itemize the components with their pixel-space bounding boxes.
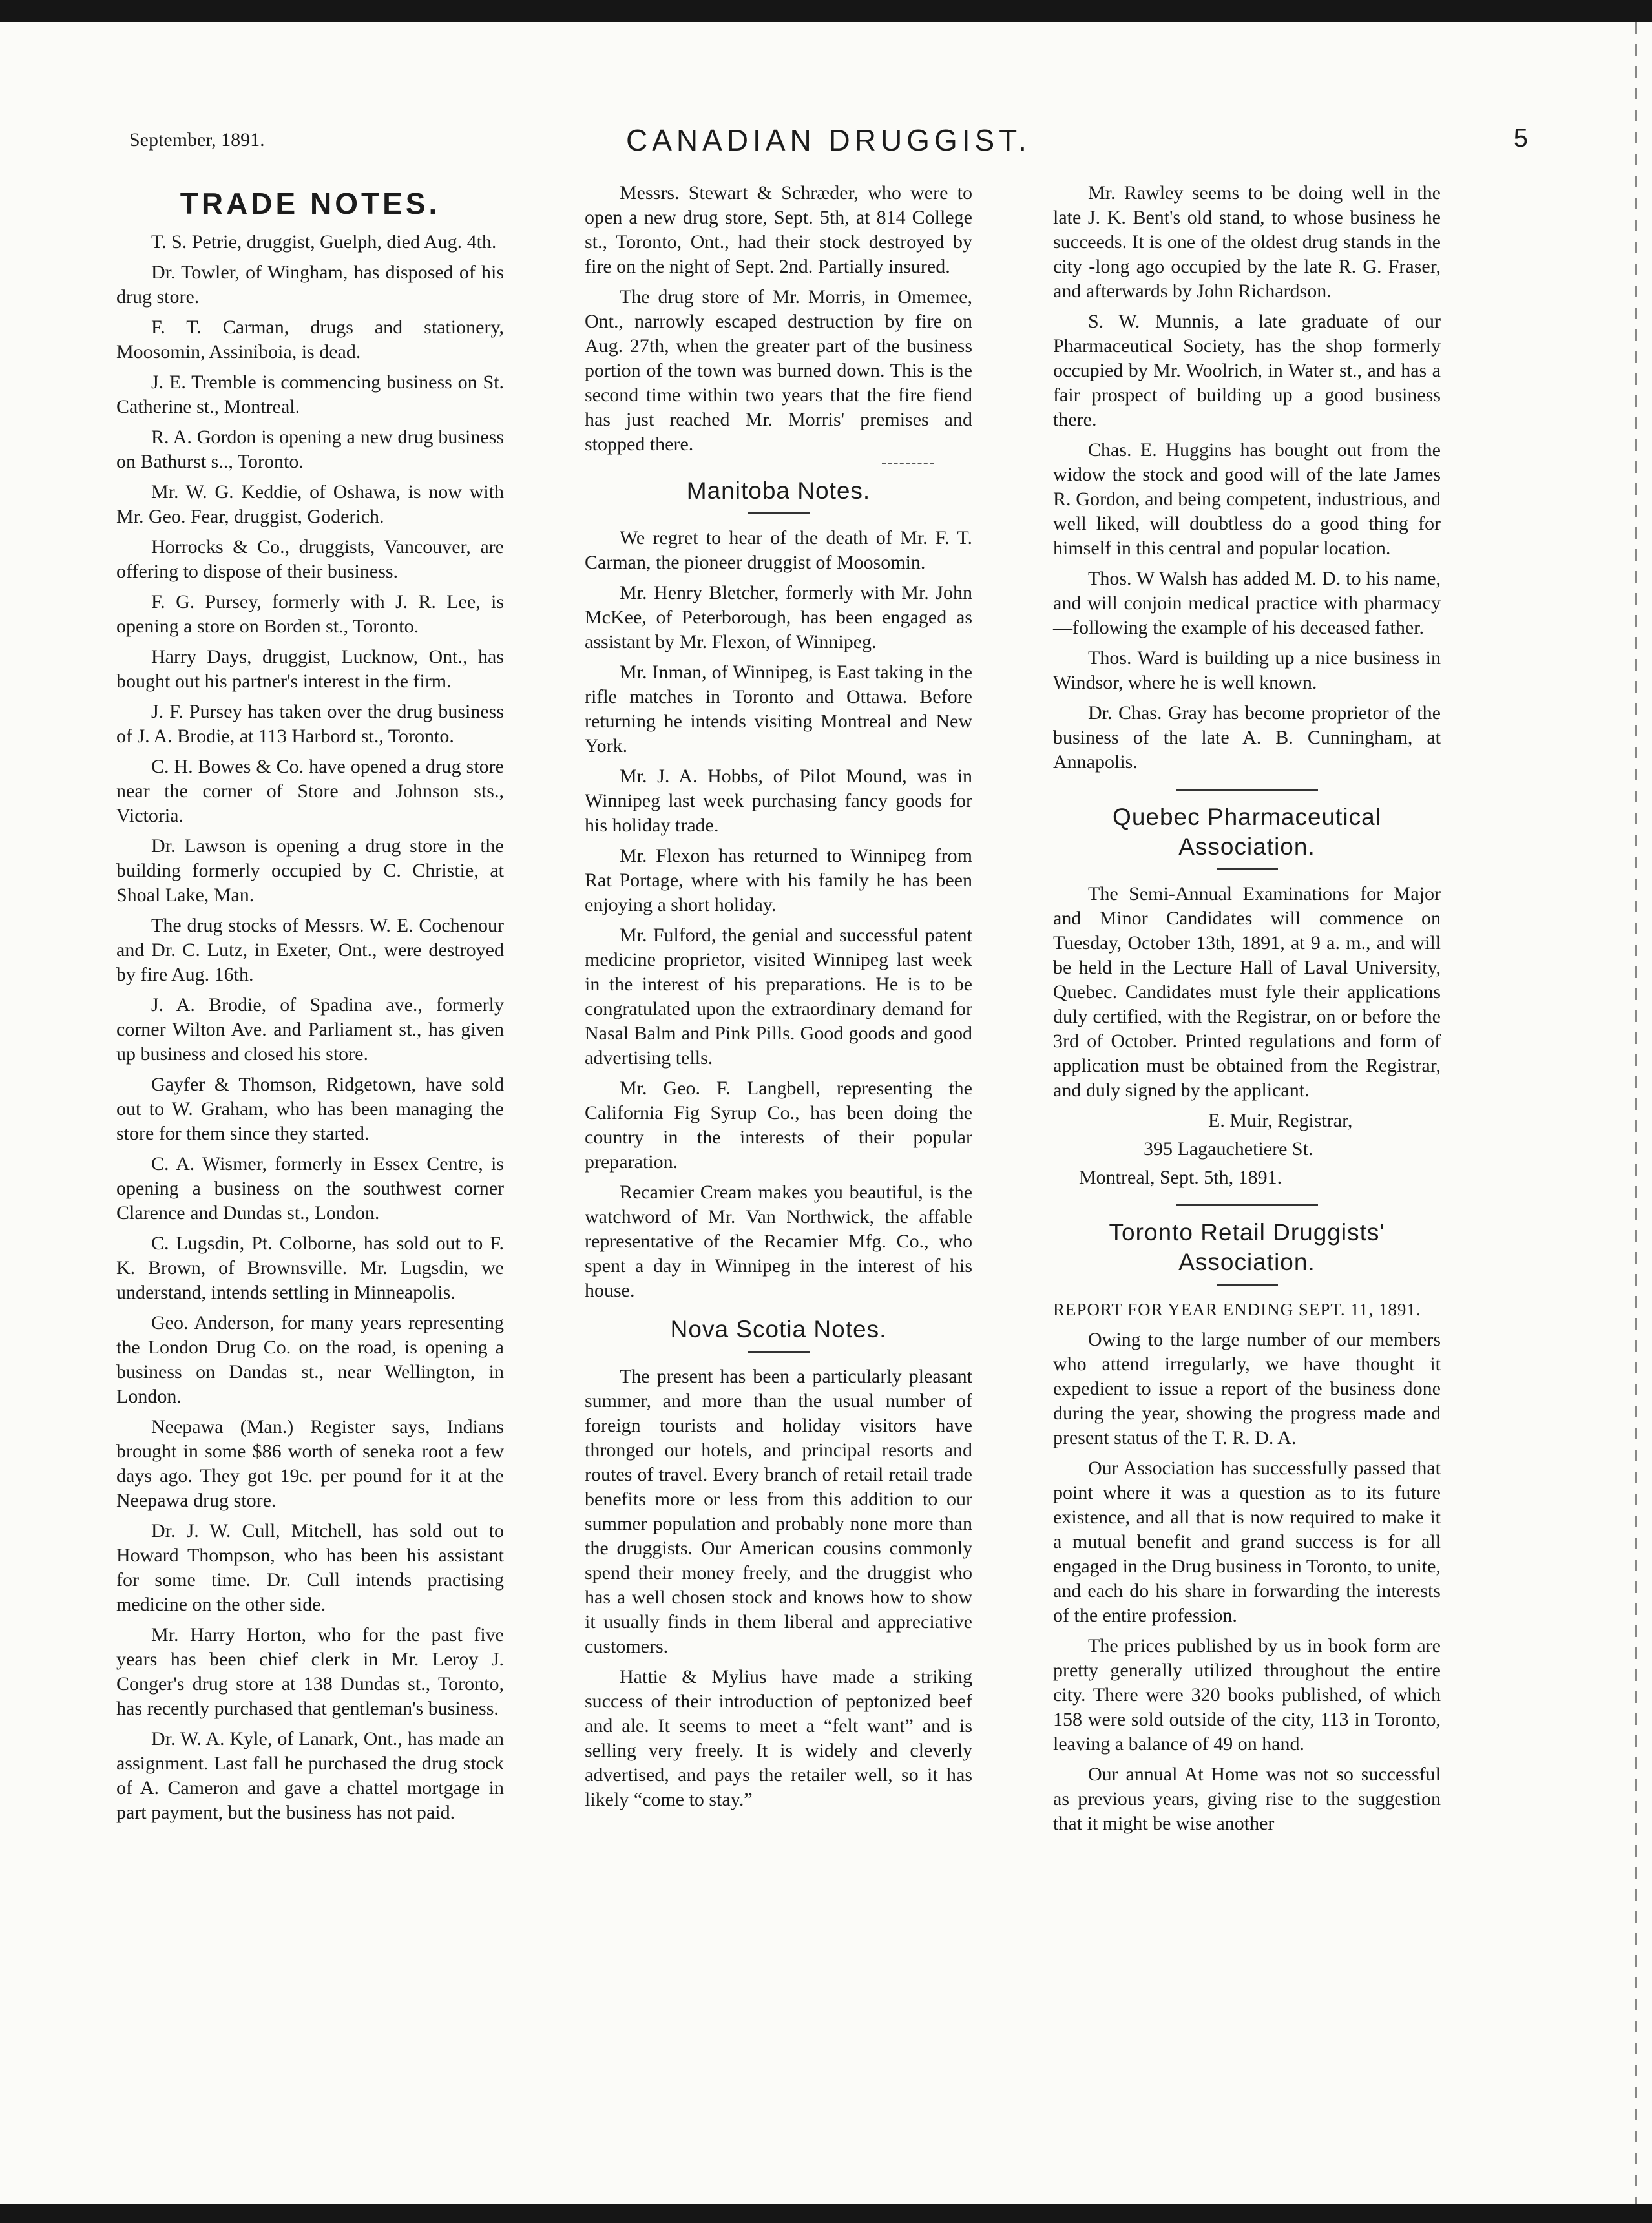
paragraph: C. A. Wismer, formerly in Essex Centre, is opening a business on the southwest corner Clarence and Dundas st., London. bbox=[116, 1153, 504, 1224]
paragraph: Gayfer & Thomson, Ridgetown, have sold out to W. Graham, who has been managing the store for them since they started. bbox=[116, 1074, 504, 1144]
paragraph: Horrocks & Co., druggists, Vancouver, are offering to dispose of their business. bbox=[116, 536, 504, 582]
registrar-signature: E. Muir, Registrar, bbox=[1208, 1110, 1353, 1131]
paragraph: Mr. W. G. Keddie, of Oshawa, is now with Mr. Geo. Fear, druggist, Goderich. bbox=[116, 481, 504, 527]
fire-notes-body bbox=[585, 181, 972, 457]
paragraph: Mr. Rawley seems to be doing well in the late J. K. Bent's old stand, to whose business he succeeds. It is one of the oldest drug stands in the city -long ago occupied by the late R. G. Fraser, and afterwards by John Richardson. bbox=[1053, 182, 1441, 302]
quebec-exam-notice: The Semi-Annual Examinations for Major and Minor Candidates will commence on Tuesday, October 13th, 1891, at 9 a. m., and will be held in the Lecture Hall of Laval University, Quebec. Candidates must fyle their applications duly certified, with the Registrar, on or before the 3rd of October. Printed regulations and form of application must be obtained from the Registrar, and duly signed by the applicant. bbox=[1053, 883, 1441, 1101]
nova-scotia-notes-heading: Nova Scotia Notes. bbox=[670, 1316, 887, 1342]
quebec-association-heading: Quebec Pharmaceutical Association. bbox=[1113, 804, 1381, 860]
publication-title: CANADIAN DRUGGIST. bbox=[626, 123, 1031, 157]
trade-notes-heading: TRADE NOTES. bbox=[180, 187, 441, 220]
paragraph: C. Lugsdin, Pt. Colborne, has sold out to F. K. Brown, of Brownsville. Mr. Lugsdin, we understand, intends settling in Minneapolis. bbox=[116, 1233, 504, 1303]
local-notes-body bbox=[1053, 181, 1441, 775]
paragraph: S. W. Munnis, a late graduate of our Pharmaceutical Society, has the shop formerly occupied by Mr. Woolrich, in Water st., and has a fair prospect of building up a good business there. bbox=[1053, 311, 1441, 430]
heading-rule bbox=[1217, 1284, 1278, 1286]
paragraph: R. A. Gordon is opening a new drug business on Bathurst s.., Toronto. bbox=[116, 426, 504, 472]
toronto-report-body bbox=[1053, 1328, 1441, 1836]
paragraph: J. E. Tremble is commencing business on St. Catherine st., Montreal. bbox=[116, 371, 504, 417]
trade-notes-body bbox=[116, 230, 504, 1825]
paragraph: Mr. Flexon has returned to Winnipeg from Rat Portage, where with his family he has been enjoying a short holiday. bbox=[585, 845, 972, 915]
report-subheading: REPORT FOR YEAR ENDING SEPT. 11, 1891. bbox=[1053, 1300, 1421, 1319]
section-divider bbox=[1176, 789, 1318, 791]
manitoba-notes-heading: Manitoba Notes. bbox=[686, 477, 871, 504]
page-header bbox=[129, 123, 1528, 168]
paragraph: J. F. Pursey has taken over the drug business of J. A. Brodie, at 113 Harbord st., Toronto. bbox=[116, 701, 504, 747]
paragraph: Recamier Cream makes you beautiful, is the watchword of Mr. Van Northwick, the affable representative of the Recamier Mfg. Co., who spent a day in Winnipeg in the interest of his house. bbox=[585, 1182, 972, 1301]
paragraph: Dr. Towler, of Wingham, has disposed of his drug store. bbox=[116, 262, 504, 308]
column-regional-notes bbox=[585, 181, 972, 1818]
bottom-scan-border bbox=[0, 2204, 1652, 2223]
top-scan-border bbox=[0, 0, 1652, 22]
paragraph: Thos. W Walsh has added M. D. to his name, and will conjoin medical practice with pharmacy—following the example of his deceased father. bbox=[1053, 568, 1441, 638]
paragraph: Dr. Chas. Gray has become proprietor of the business of the late A. B. Cunningham, at Annapolis. bbox=[1053, 702, 1441, 773]
paragraph: Mr. Inman, of Winnipeg, is East taking in the rifle matches in Toronto and Ottawa. Before returning he intends visiting Montreal and New York. bbox=[585, 662, 972, 757]
notice-dateline: Montreal, Sept. 5th, 1891. bbox=[1079, 1167, 1282, 1188]
paragraph: J. A. Brodie, of Spadina ave., formerly corner Wilton Ave. and Parliament st., has given up business and closed his store. bbox=[116, 994, 504, 1065]
paragraph: Geo. Anderson, for many years representing the London Drug Co. on the road, is opening a business on Dandas st., near Wellington, in London. bbox=[116, 1312, 504, 1407]
heading-rule bbox=[748, 1351, 810, 1353]
registrar-address: 395 Lagauchetiere St. bbox=[1144, 1138, 1313, 1160]
paragraph: We regret to hear of the death of Mr. F. T. Carman, the pioneer druggist of Moosomin. bbox=[585, 527, 972, 573]
paragraph: Chas. E. Huggins has bought out from the widow the stock and good will of the late James R. Gordon, and being competent, industrious, and well liked, will doubtless do a good thing for himself in this central and popular location. bbox=[1053, 439, 1441, 559]
paragraph: Neepawa (Man.) Register says, Indians brought in some $86 worth of seneka root a few days ago. They got 19c. per pound for it at the Neepawa drug store. bbox=[116, 1416, 504, 1511]
manitoba-notes-body bbox=[585, 526, 972, 1303]
paragraph: Dr. Lawson is opening a drug store in the building formerly occupied by C. Christie, at Shoal Lake, Man. bbox=[116, 835, 504, 906]
page-number: 5 bbox=[1513, 124, 1528, 152]
paragraph: Our annual At Home was not so successful as previous years, giving rise to the suggestion that it might be wise another bbox=[1053, 1764, 1441, 1834]
paragraph: T. S. Petrie, druggist, Guelph, died Aug. 4th. bbox=[151, 231, 497, 253]
paragraph: Dr. W. A. Kyle, of Lanark, Ont., has made an assignment. Last fall he purchased the drug stock of A. Cameron and gave a chattel mortgage in part payment, but the business has not paid. bbox=[116, 1728, 504, 1823]
paragraph: Mr. Henry Bletcher, formerly with Mr. John McKee, of Peterborough, has been engaged as assistant by Mr. Flexon, of Winnipeg. bbox=[585, 582, 972, 652]
paragraph: Mr. Geo. F. Langbell, representing the California Fig Syrup Co., has been doing the country in the interests of their popular preparation. bbox=[585, 1078, 972, 1173]
heading-rule bbox=[1217, 868, 1278, 870]
paragraph: F. T. Carman, drugs and stationery, Moosomin, Assiniboia, is dead. bbox=[116, 317, 504, 362]
issue-date: September, 1891. bbox=[129, 129, 265, 151]
paragraph: Mr. Harry Horton, who for the past five years has been chief clerk in Mr. Leroy J. Conger's drug store at 138 Dundas st., Toronto, has recently purchased that gentleman's business. bbox=[116, 1624, 504, 1719]
paragraph: Harry Days, druggist, Lucknow, Ont., has bought out his partner's interest in the firm. bbox=[116, 646, 504, 692]
paragraph: Mr. J. A. Hobbs, of Pilot Mound, was in Winnipeg last week purchasing fancy goods for his holiday trade. bbox=[585, 766, 972, 836]
paragraph: Mr. Fulford, the genial and successful patent medicine proprietor, visited Winnipeg last week in the interest of his preparations. He is to be congratulated upon the extraordinary demand for Nasal Balm and Pink Pills. Good goods and good advertising tells. bbox=[585, 924, 972, 1069]
paragraph: Hattie & Mylius have made a striking success of their introduction of peptonized beef and ale. It seems to meet a “felt want” and is selling very freely. It is widely and cleverly advertised, and pays the retailer well, so it has likely “come to stay.” bbox=[585, 1666, 972, 1810]
section-divider bbox=[882, 463, 934, 464]
paragraph: F. G. Pursey, formerly with J. R. Lee, is opening a store on Borden st., Toronto. bbox=[116, 591, 504, 637]
section-divider bbox=[1176, 1204, 1318, 1206]
paragraph: Messrs. Stewart & Schræder, who were to open a new drug store, Sept. 5th, at 814 College st., Toronto, Ont., had their stock destroyed by fire on the night of Sept. 2nd. Partially insured. bbox=[585, 182, 972, 277]
paragraph: The drug stocks of Messrs. W. E. Cochenour and Dr. C. Lutz, in Exeter, Ont., were destroyed by fire Aug. 16th. bbox=[116, 915, 504, 985]
paragraph: C. H. Bowes & Co. have opened a drug store near the corner of Store and Johnson sts., Victoria. bbox=[116, 756, 504, 826]
paragraph: Dr. J. W. Cull, Mitchell, has sold out to Howard Thompson, who has been his assistant for some time. Dr. Cull intends practising medicine on the other side. bbox=[116, 1520, 504, 1615]
paragraph: Our Association has successfully passed that point where it was a question as to its future existence, and all that is now required to make it a mutual benefit and grand success is for all engaged in the Drug business in Toronto, to unite, and each do his share in forwarding the interests of the entire profession. bbox=[1053, 1457, 1441, 1626]
column-associations bbox=[1053, 181, 1441, 1842]
column-trade-notes bbox=[116, 181, 504, 1831]
toronto-association-heading: Toronto Retail Druggists' Association. bbox=[1109, 1219, 1385, 1275]
paragraph: Thos. Ward is building up a nice business in Windsor, where he is well known. bbox=[1053, 647, 1441, 693]
paragraph: Owing to the large number of our members who attend irregularly, we have thought it expedient to issue a report of the business done during the year, showing the progress made and present status of the T. R. D. A. bbox=[1053, 1329, 1441, 1448]
nova-scotia-notes-body bbox=[585, 1364, 972, 1812]
heading-rule bbox=[748, 512, 810, 514]
right-scan-edge bbox=[1635, 22, 1637, 2204]
paragraph: The drug store of Mr. Morris, in Omemee, Ont., narrowly escaped destruction by fire on Aug. 27th, when the greater part of the business portion of the town was burned down. This is the second time within two years that the fire fiend has just reached Mr. Morris' premises and stopped there. bbox=[585, 286, 972, 455]
paragraph: The prices published by us in book form are pretty generally utilized throughout the entire city. There were 320 books published, of which 158 were sold outside of the city, 113 in Toronto, leaving a balance of 49 on hand. bbox=[1053, 1635, 1441, 1755]
paragraph: The present has been a particularly pleasant summer, and more than the usual number of foreign tourists and holiday visitors have thronged our hotels, and principal resorts and routes of travel. Every branch of retail retail trade benefits more or less from this addition to our summer population and probably none more than the druggists. Our American cousins commonly spend their money freely, and the druggist who has a well chosen stock and knows how to show it usually finds in them liberal and appreciative customers. bbox=[585, 1366, 972, 1657]
